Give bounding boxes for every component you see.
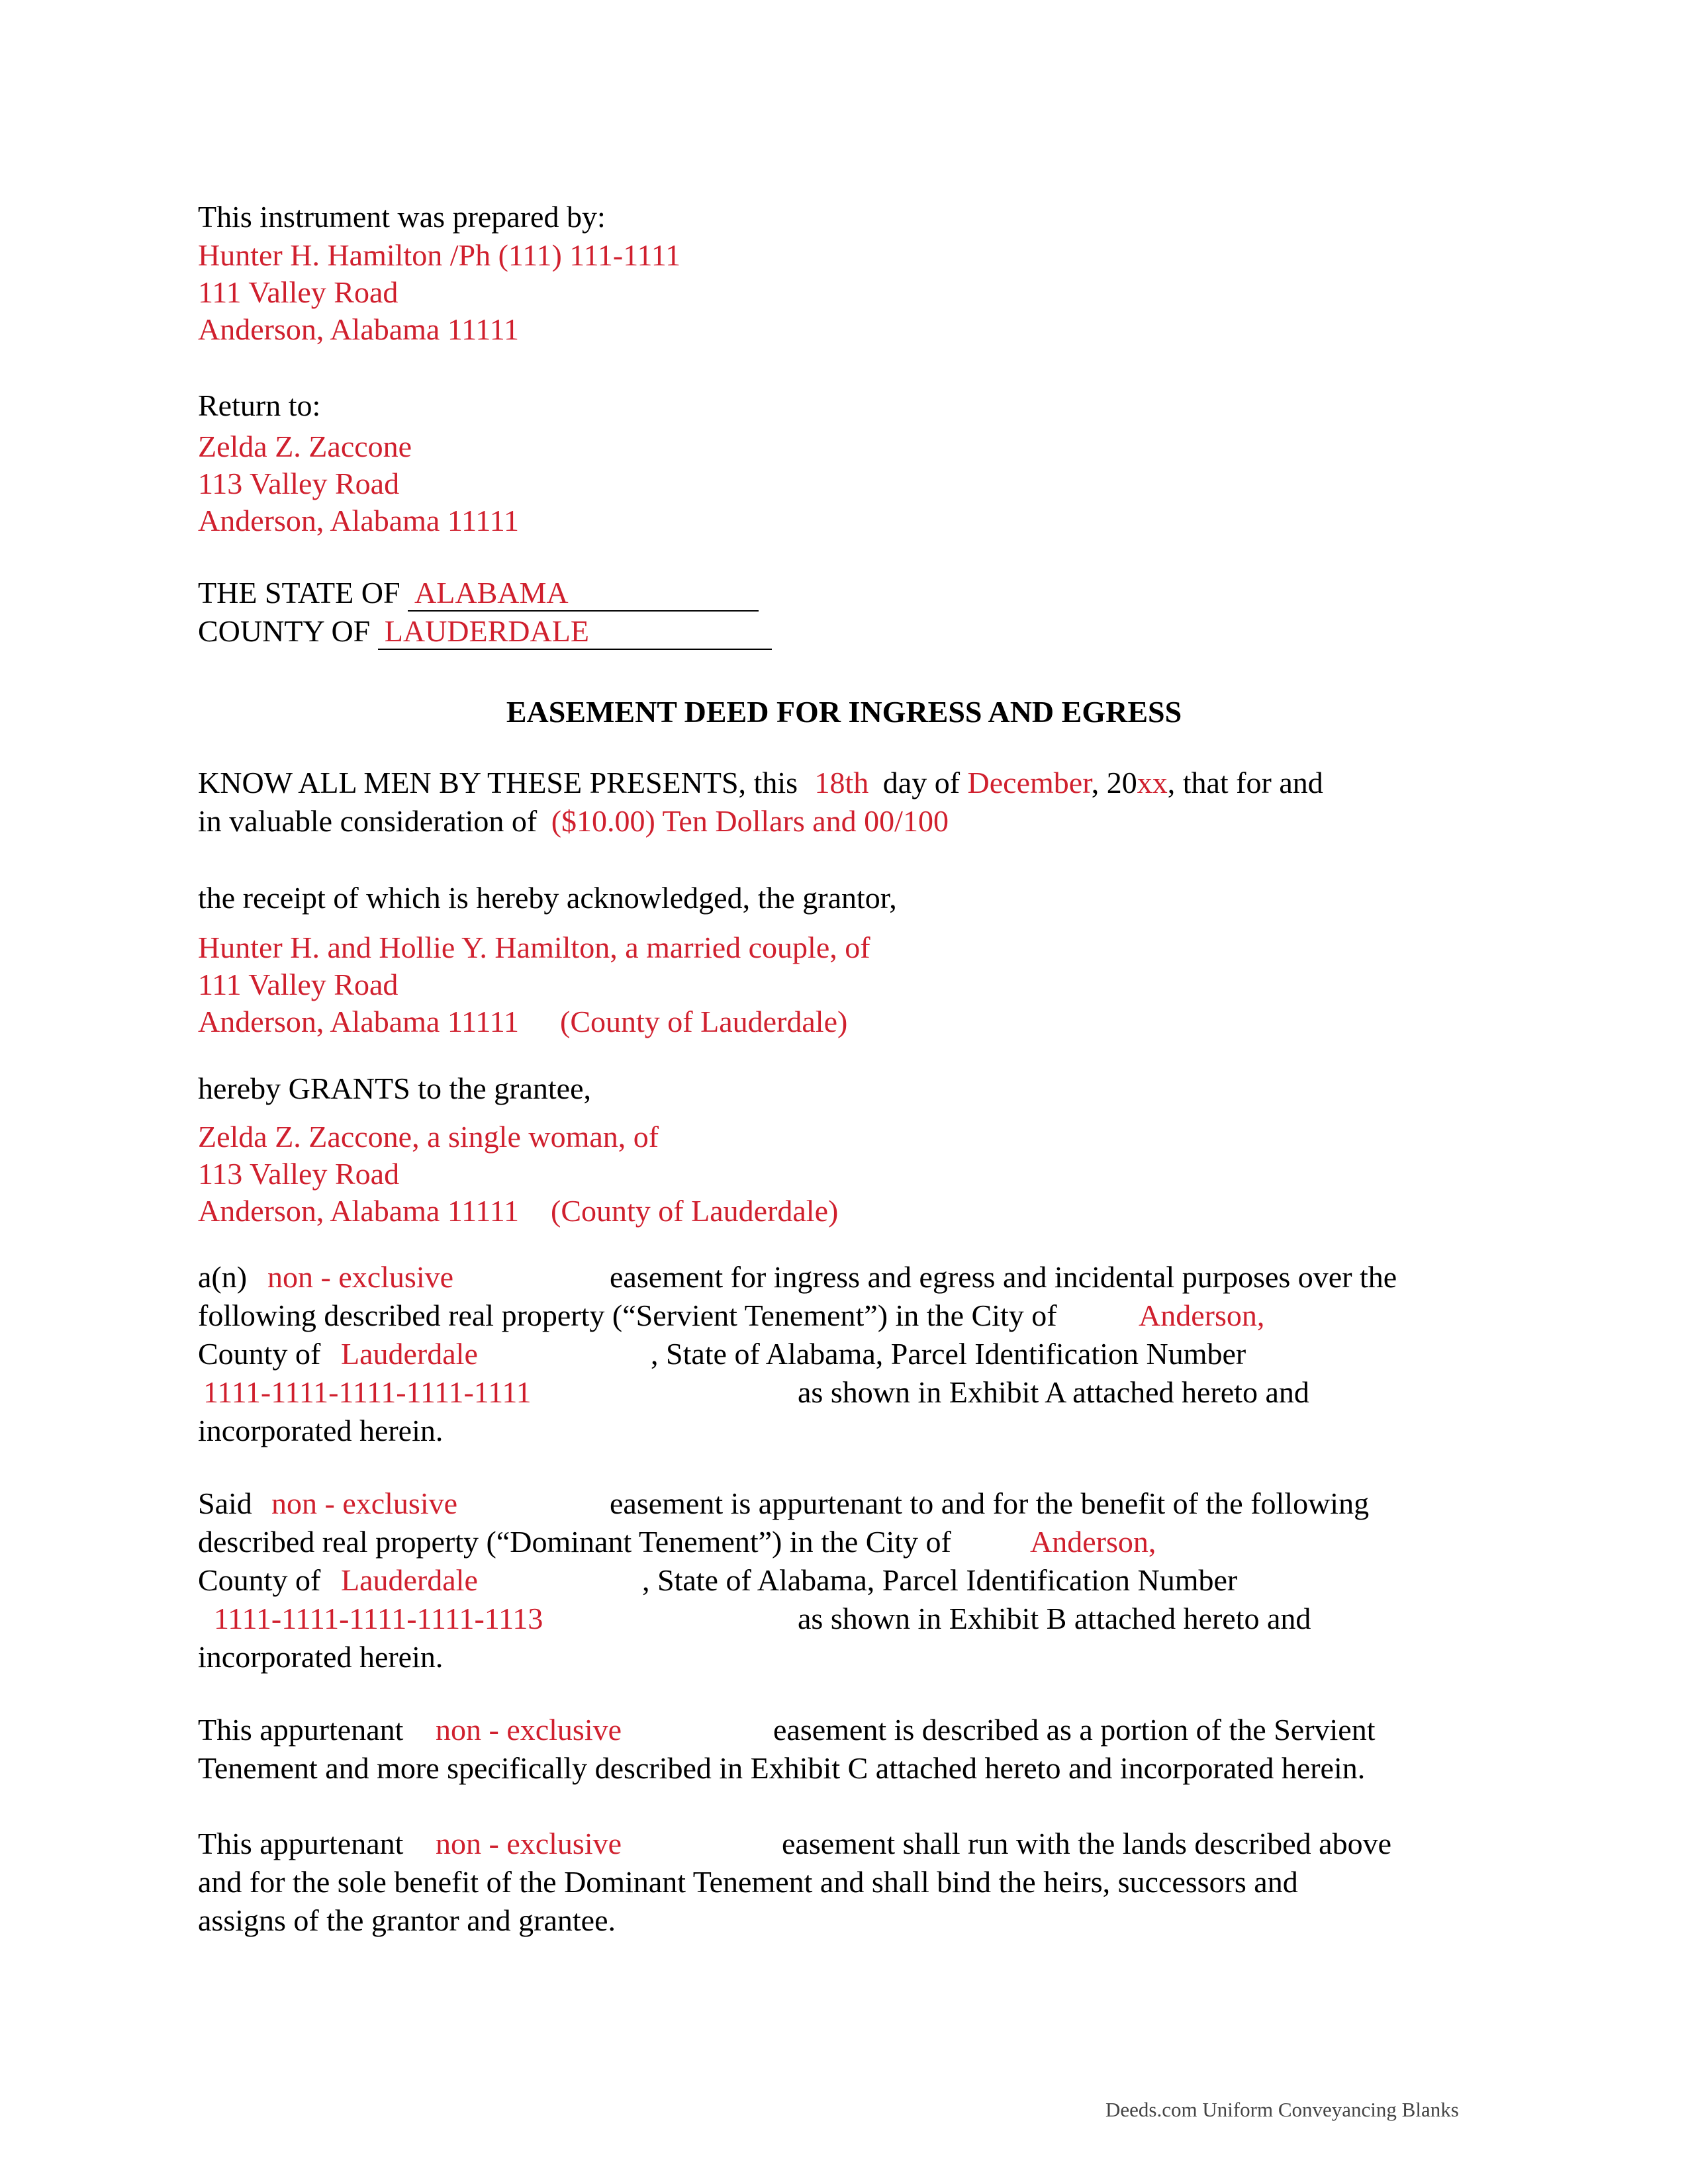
preparer-city: Anderson, Alabama 11111 bbox=[198, 312, 520, 346]
para1-text2: following described real property (“Servient Tenement”) in the City of bbox=[198, 1298, 1057, 1332]
grantee-city-line bbox=[198, 1193, 838, 1230]
para4-text1: easement shall run with the lands described above bbox=[782, 1827, 1391, 1860]
para2-text1: easement is appurtenant to and for the benefit of the following bbox=[610, 1486, 1370, 1520]
prepared-by-label: This instrument was prepared by: bbox=[198, 200, 606, 234]
para2-county: Lauderdale bbox=[341, 1563, 478, 1597]
prepared-by-block bbox=[198, 199, 680, 348]
grantor-county: (County of Lauderdale) bbox=[560, 1005, 848, 1038]
recital-part5: in valuable consideration of bbox=[198, 804, 538, 838]
recital-line-2 bbox=[198, 803, 949, 840]
recital-day: 18th bbox=[814, 766, 869, 799]
para1-county: Lauderdale bbox=[341, 1337, 478, 1371]
grantor-block bbox=[198, 929, 870, 1040]
para1-text3: , State of Alabama, Parcel Identification Number bbox=[651, 1337, 1246, 1371]
para2-lead: Said bbox=[198, 1486, 252, 1520]
grantee-name: Zelda Z. Zaccone, a single woman, of bbox=[198, 1120, 659, 1154]
grantee-city: Anderson, Alabama 11111 bbox=[198, 1194, 520, 1228]
para2-text3: , State of Alabama, Parcel Identification Number bbox=[642, 1563, 1238, 1597]
return-street: 113 Valley Road bbox=[198, 467, 400, 500]
recital-month: December bbox=[967, 766, 1092, 799]
para2-text5: incorporated herein. bbox=[198, 1640, 444, 1674]
recital-year: xx bbox=[1137, 766, 1168, 799]
county-line bbox=[198, 613, 772, 650]
para1-text1: easement for ingress and egress and incidental purposes over the bbox=[610, 1260, 1397, 1294]
para4-text3: assigns of the grantor and grantee. bbox=[198, 1903, 616, 1937]
para3-text1: easement is described as a portion of the Servient bbox=[773, 1713, 1376, 1747]
state-field: ALABAMA bbox=[408, 576, 759, 612]
para1-lead: a(n) bbox=[198, 1260, 248, 1294]
grantor-name: Hunter H. and Hollie Y. Hamilton, a married couple, of bbox=[198, 931, 870, 964]
recital-part1: KNOW ALL MEN BY THESE PRESENTS, this bbox=[198, 766, 798, 799]
return-city: Anderson, Alabama 11111 bbox=[198, 504, 520, 537]
county-label: COUNTY OF bbox=[198, 614, 371, 648]
para2-text2: described real property (“Dominant Tenement”) in the City of bbox=[198, 1525, 951, 1559]
grants-line: hereby GRANTS to the grantee, bbox=[198, 1071, 592, 1105]
para4-type: non - exclusive bbox=[436, 1827, 622, 1860]
para1-city: Anderson, bbox=[1139, 1298, 1265, 1332]
para1-type: non - exclusive bbox=[267, 1260, 454, 1294]
para2-type: non - exclusive bbox=[271, 1486, 458, 1520]
recital-consideration: ($10.00) Ten Dollars and 00/100 bbox=[551, 804, 949, 838]
footer-brand: Deeds.com Uniform Conveyancing Blanks bbox=[1105, 2098, 1459, 2121]
para2-county-lead: County of bbox=[198, 1563, 321, 1597]
return-name: Zelda Z. Zaccone bbox=[198, 430, 412, 463]
grantee-street: 113 Valley Road bbox=[198, 1157, 400, 1191]
para4-lead: This appurtenant bbox=[198, 1827, 404, 1860]
para3-text2: Tenement and more specifically described in Exhibit C attached hereto and incorporated herein. bbox=[198, 1751, 1366, 1785]
para3-lead: This appurtenant bbox=[198, 1713, 404, 1747]
receipt-line: the receipt of which is hereby acknowledged, the grantor, bbox=[198, 881, 897, 915]
recital-part2: day of bbox=[882, 766, 961, 799]
preparer-street: 111 Valley Road bbox=[198, 275, 399, 309]
return-to-label: Return to: bbox=[198, 388, 321, 422]
para3-type: non - exclusive bbox=[436, 1713, 622, 1747]
grantor-street: 111 Valley Road bbox=[198, 968, 399, 1001]
para2-parcel: 1111-1111-1111-1111-1113 bbox=[214, 1602, 543, 1635]
grantor-city: Anderson, Alabama 11111 bbox=[198, 1005, 520, 1038]
preparer-name: Hunter H. Hamilton /Ph (111) 111-1111 bbox=[198, 238, 681, 272]
recital-part4: , that for and bbox=[1167, 766, 1323, 799]
para1-text5: incorporated herein. bbox=[198, 1414, 444, 1447]
para1-county-lead: County of bbox=[198, 1337, 321, 1371]
para1-parcel: 1111-1111-1111-1111-1111 bbox=[203, 1375, 532, 1409]
grantee-block bbox=[198, 1118, 838, 1230]
grantor-city-line bbox=[198, 1003, 870, 1040]
para2-text4: as shown in Exhibit B attached hereto and bbox=[798, 1602, 1311, 1635]
state-label: THE STATE OF bbox=[198, 576, 400, 610]
document-title: EASEMENT DEED FOR INGRESS AND EGRESS bbox=[506, 695, 1182, 729]
recital-part3: , 20 bbox=[1091, 766, 1137, 799]
para1-text4: as shown in Exhibit A attached hereto and bbox=[798, 1375, 1309, 1409]
recital-line-1 bbox=[198, 764, 1323, 801]
grantee-county: (County of Lauderdale) bbox=[551, 1194, 839, 1228]
return-to-block bbox=[198, 387, 519, 539]
county-field: LAUDERDALE bbox=[378, 614, 772, 650]
para2-city: Anderson, bbox=[1030, 1525, 1156, 1559]
state-line bbox=[198, 574, 759, 612]
para4-text2: and for the sole benefit of the Dominant Tenement and shall bind the heirs, successors and bbox=[198, 1865, 1298, 1899]
